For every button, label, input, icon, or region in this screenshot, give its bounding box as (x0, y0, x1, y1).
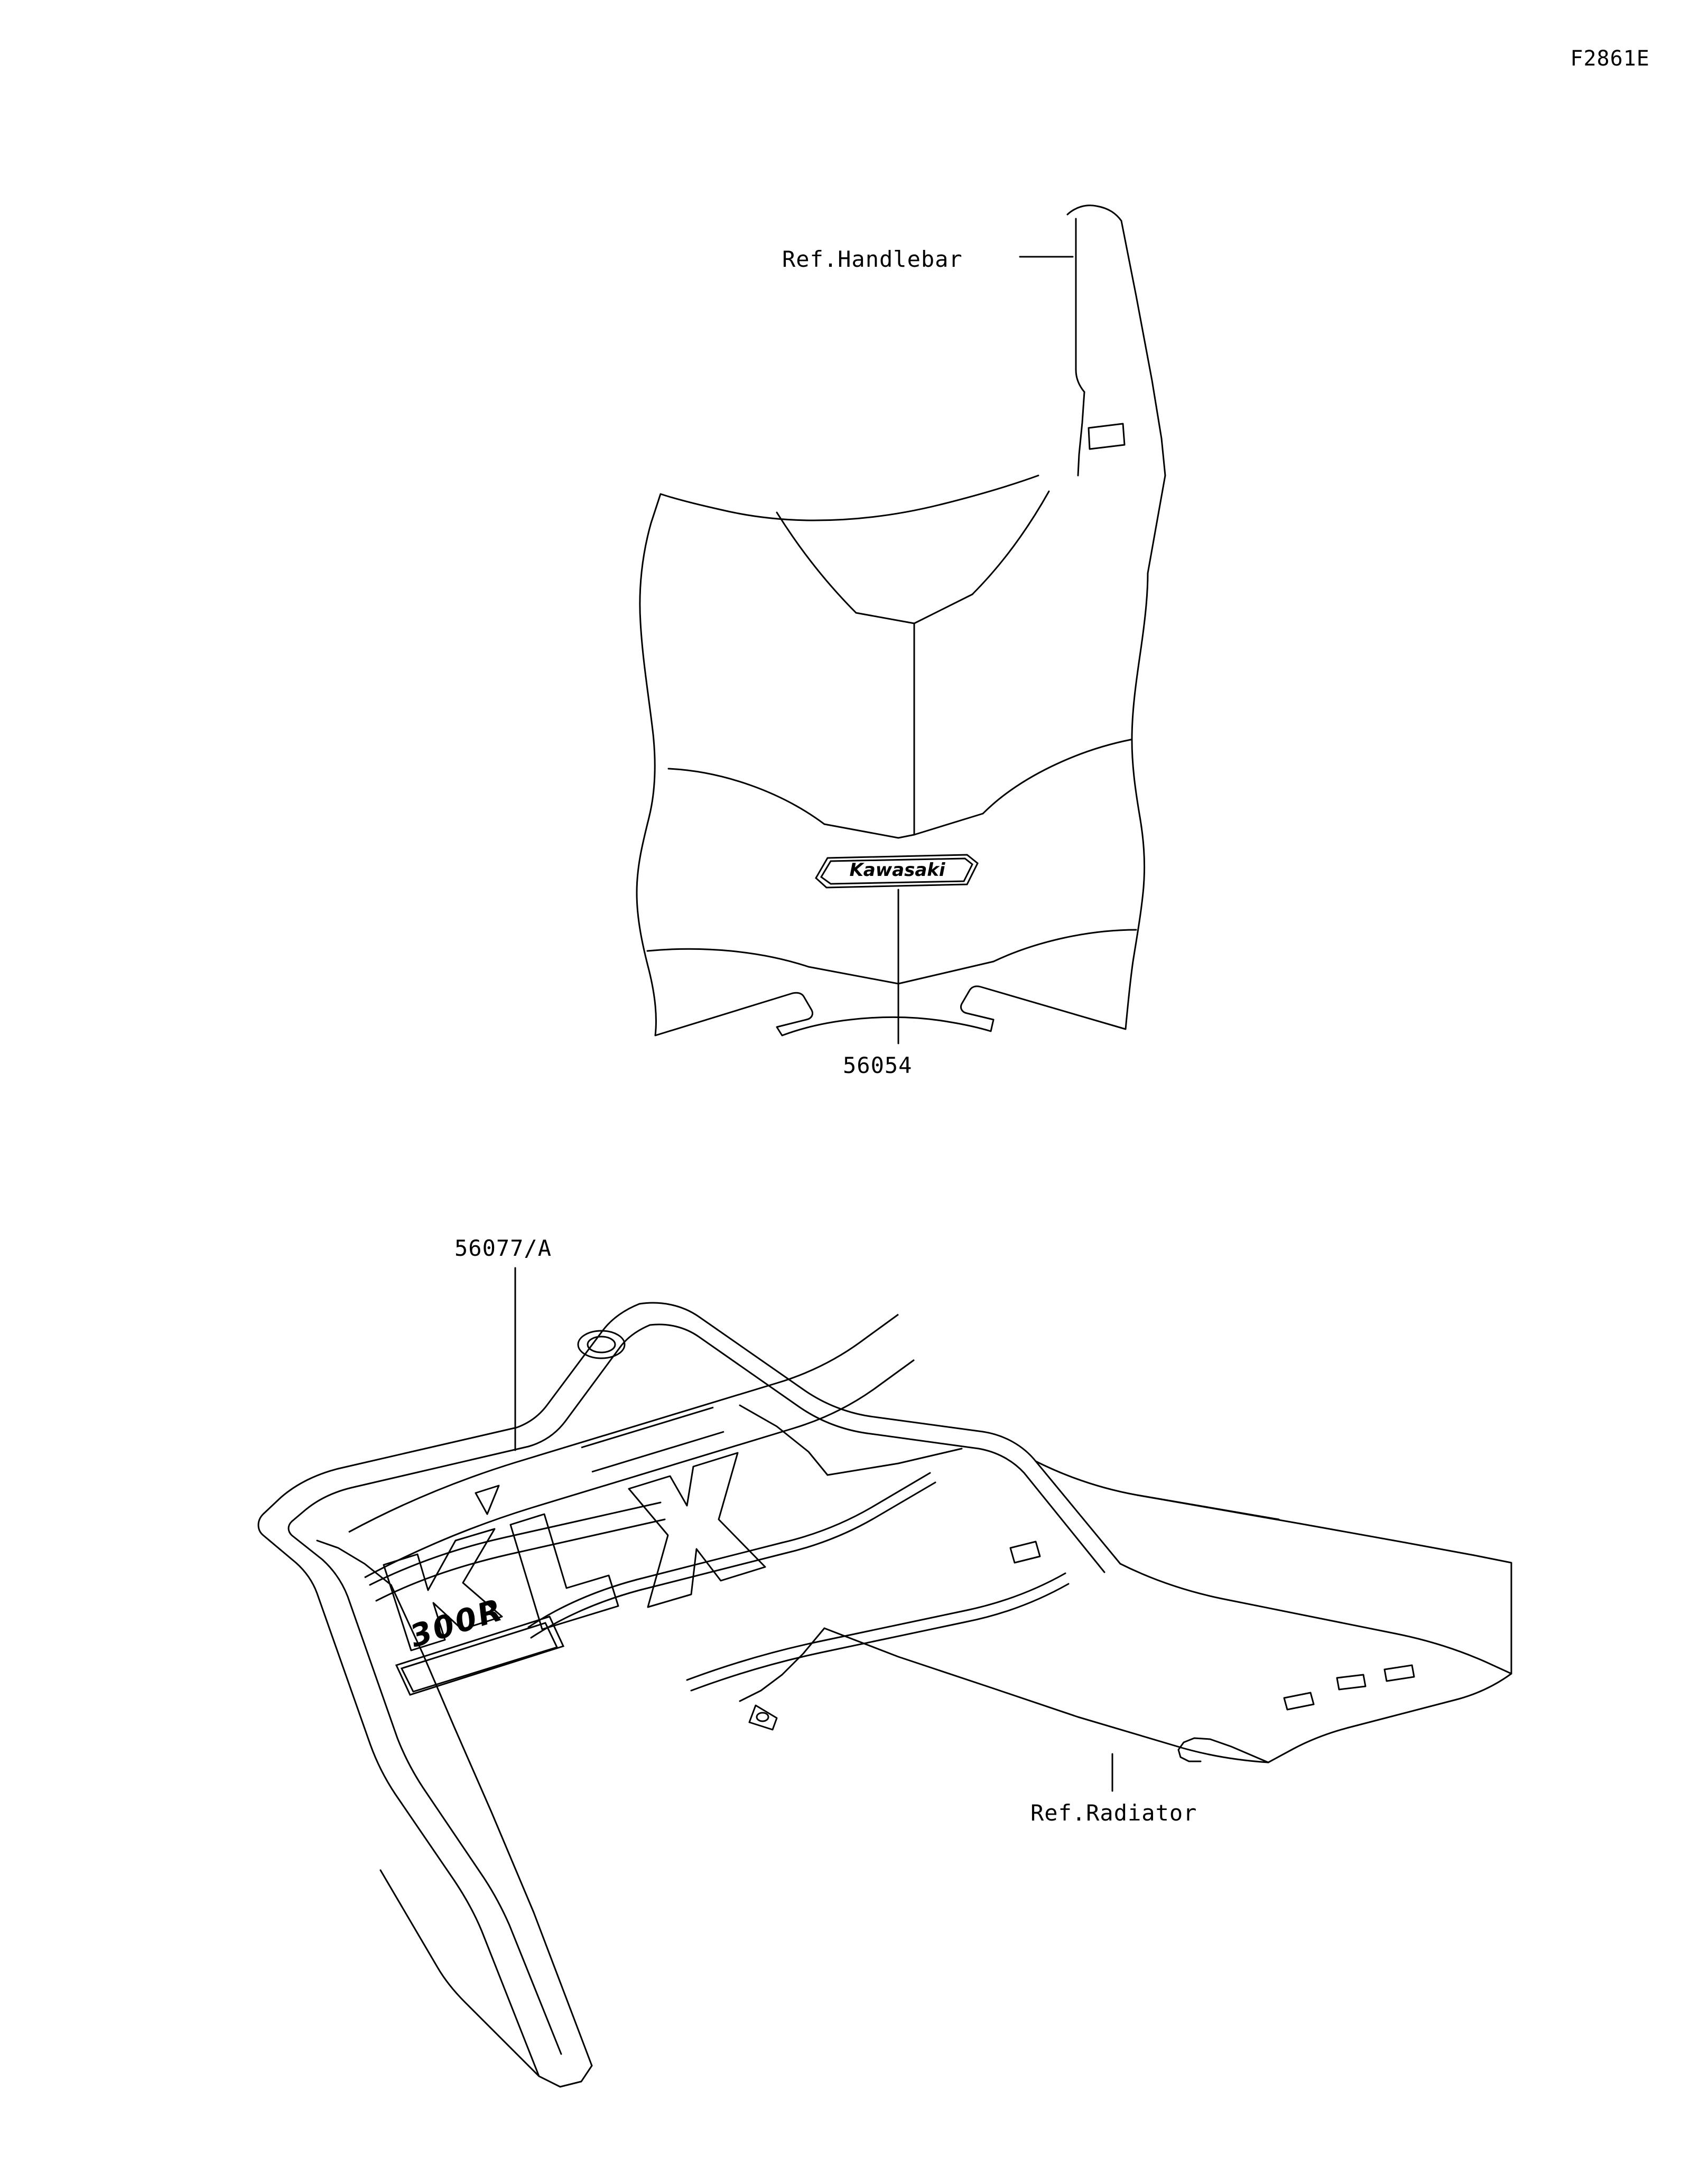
kawasaki-badge-text: Kawasaki (849, 860, 945, 881)
part-number-56077a-label: 56077/A (454, 1235, 552, 1261)
sheet-code-label: F2861E (1570, 46, 1650, 71)
kawasaki-badge (809, 850, 983, 892)
part-number-56054-label: 56054 (843, 1052, 913, 1078)
ref-handlebar-label: Ref.Handlebar (782, 246, 963, 272)
displacement-badge-text: 300R (405, 1591, 508, 1655)
ref-radiator-label: Ref.Radiator (1030, 1800, 1197, 1826)
klx-decal-graphic (349, 1314, 914, 1650)
